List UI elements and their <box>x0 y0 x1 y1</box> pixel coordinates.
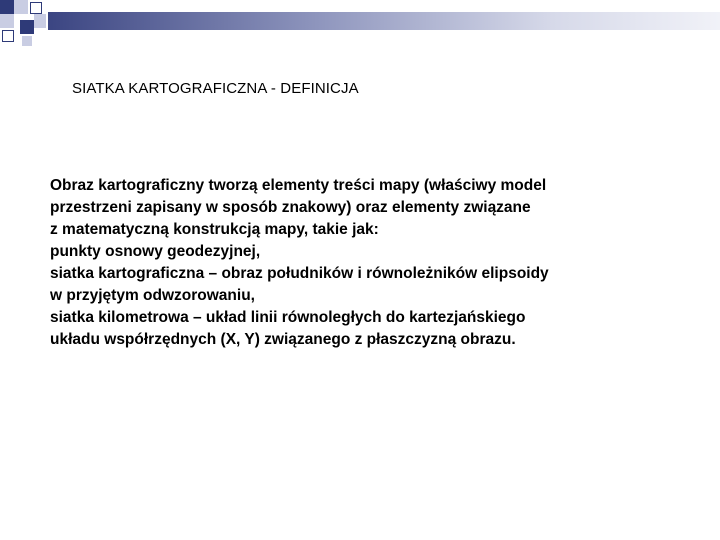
decor-square-8 <box>22 36 32 46</box>
decor-square-4 <box>0 14 14 28</box>
body-line: przestrzeni zapisany w sposób znakowy) oraz elementy związane <box>50 199 531 216</box>
decor-square-6 <box>34 14 46 28</box>
body-line: siatka kartograficzna – obraz południków i równoleżników elipsoidy <box>50 265 549 282</box>
slide-title: SIATKA KARTOGRAFICZNA - DEFINICJA <box>72 80 359 97</box>
decor-square-5 <box>20 20 34 34</box>
header-gradient-bar <box>48 12 720 30</box>
body-line: w przyjętym odwzorowaniu, <box>50 287 255 304</box>
body-line: punkty osnowy geodezyjnej, <box>50 243 261 260</box>
decor-square-2 <box>14 0 28 14</box>
decor-square-3 <box>30 2 42 14</box>
slide-body <box>50 175 690 351</box>
body-line: Obraz kartograficzny tworzą elementy treści mapy (właściwy model <box>50 177 547 194</box>
body-line: z matematyczną konstrukcją mapy, takie jak: <box>50 221 379 238</box>
decor-square-7 <box>2 30 14 42</box>
body-line: siatka kilometrowa – układ linii równoległych do kartezjańskiego <box>50 309 526 326</box>
body-line: układu współrzędnych (X, Y) związanego z płaszczyzną obrazu. <box>50 331 516 348</box>
decor-square-1 <box>0 0 14 14</box>
